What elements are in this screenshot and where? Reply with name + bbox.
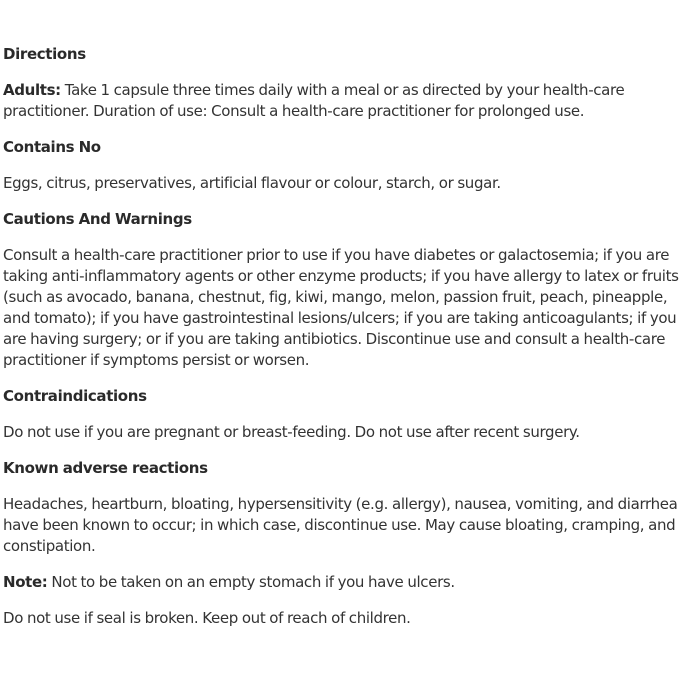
note-body: Not to be taken on an empty stomach if you have ulcers. [47, 573, 455, 591]
cautions-heading: Cautions And Warnings [3, 210, 192, 228]
directions-text [3, 80, 697, 122]
contraindications-heading: Contraindications [3, 387, 147, 405]
adults-label: Adults: [3, 81, 61, 99]
note-label: Note: [3, 573, 48, 591]
cautions-text: Consult a health-care practitioner prior to use if you have diabetes or galactosemia; if you are taking anti-inflammatory agents or other enzyme products; if you have allergy to latex or fruits (such as avocado, banana, chestnut, fig, kiwi, mango, melon, passion fruit, peach, pineapple, and tomato); if you have gastrointestinal lesions/ulcers; if you are taking anticoagulants; if you are having surgery; or if you are taking antibiotics. Discontinue use and consult a health-care practitioner if symptoms persist or worsen. [3, 246, 679, 369]
contraindications-text: Do not use if you are pregnant or breast-feeding. Do not use after recent surgery. [3, 423, 580, 441]
contains-no-heading: Contains No [3, 138, 101, 156]
seal-warning-text: Do not use if seal is broken. Keep out of reach of children. [3, 609, 411, 627]
adverse-reactions-text: Headaches, heartburn, bloating, hypersensitivity (e.g. allergy), nausea, vomiting, and diarrhea have been known to occur; in which case, discontinue use. May cause bloating, cramping, and constipation. [3, 495, 678, 555]
adverse-reactions-heading: Known adverse reactions [3, 459, 208, 477]
adults-text: Take 1 capsule three times daily with a meal or as directed by your health-care practitioner. Duration of use: Consult a health-care practitioner for prolonged use. [3, 81, 625, 120]
product-info-content [3, 44, 697, 644]
note-text [3, 572, 697, 593]
contains-no-text: Eggs, citrus, preservatives, artificial flavour or colour, starch, or sugar. [3, 174, 501, 192]
directions-heading: Directions [3, 45, 86, 63]
